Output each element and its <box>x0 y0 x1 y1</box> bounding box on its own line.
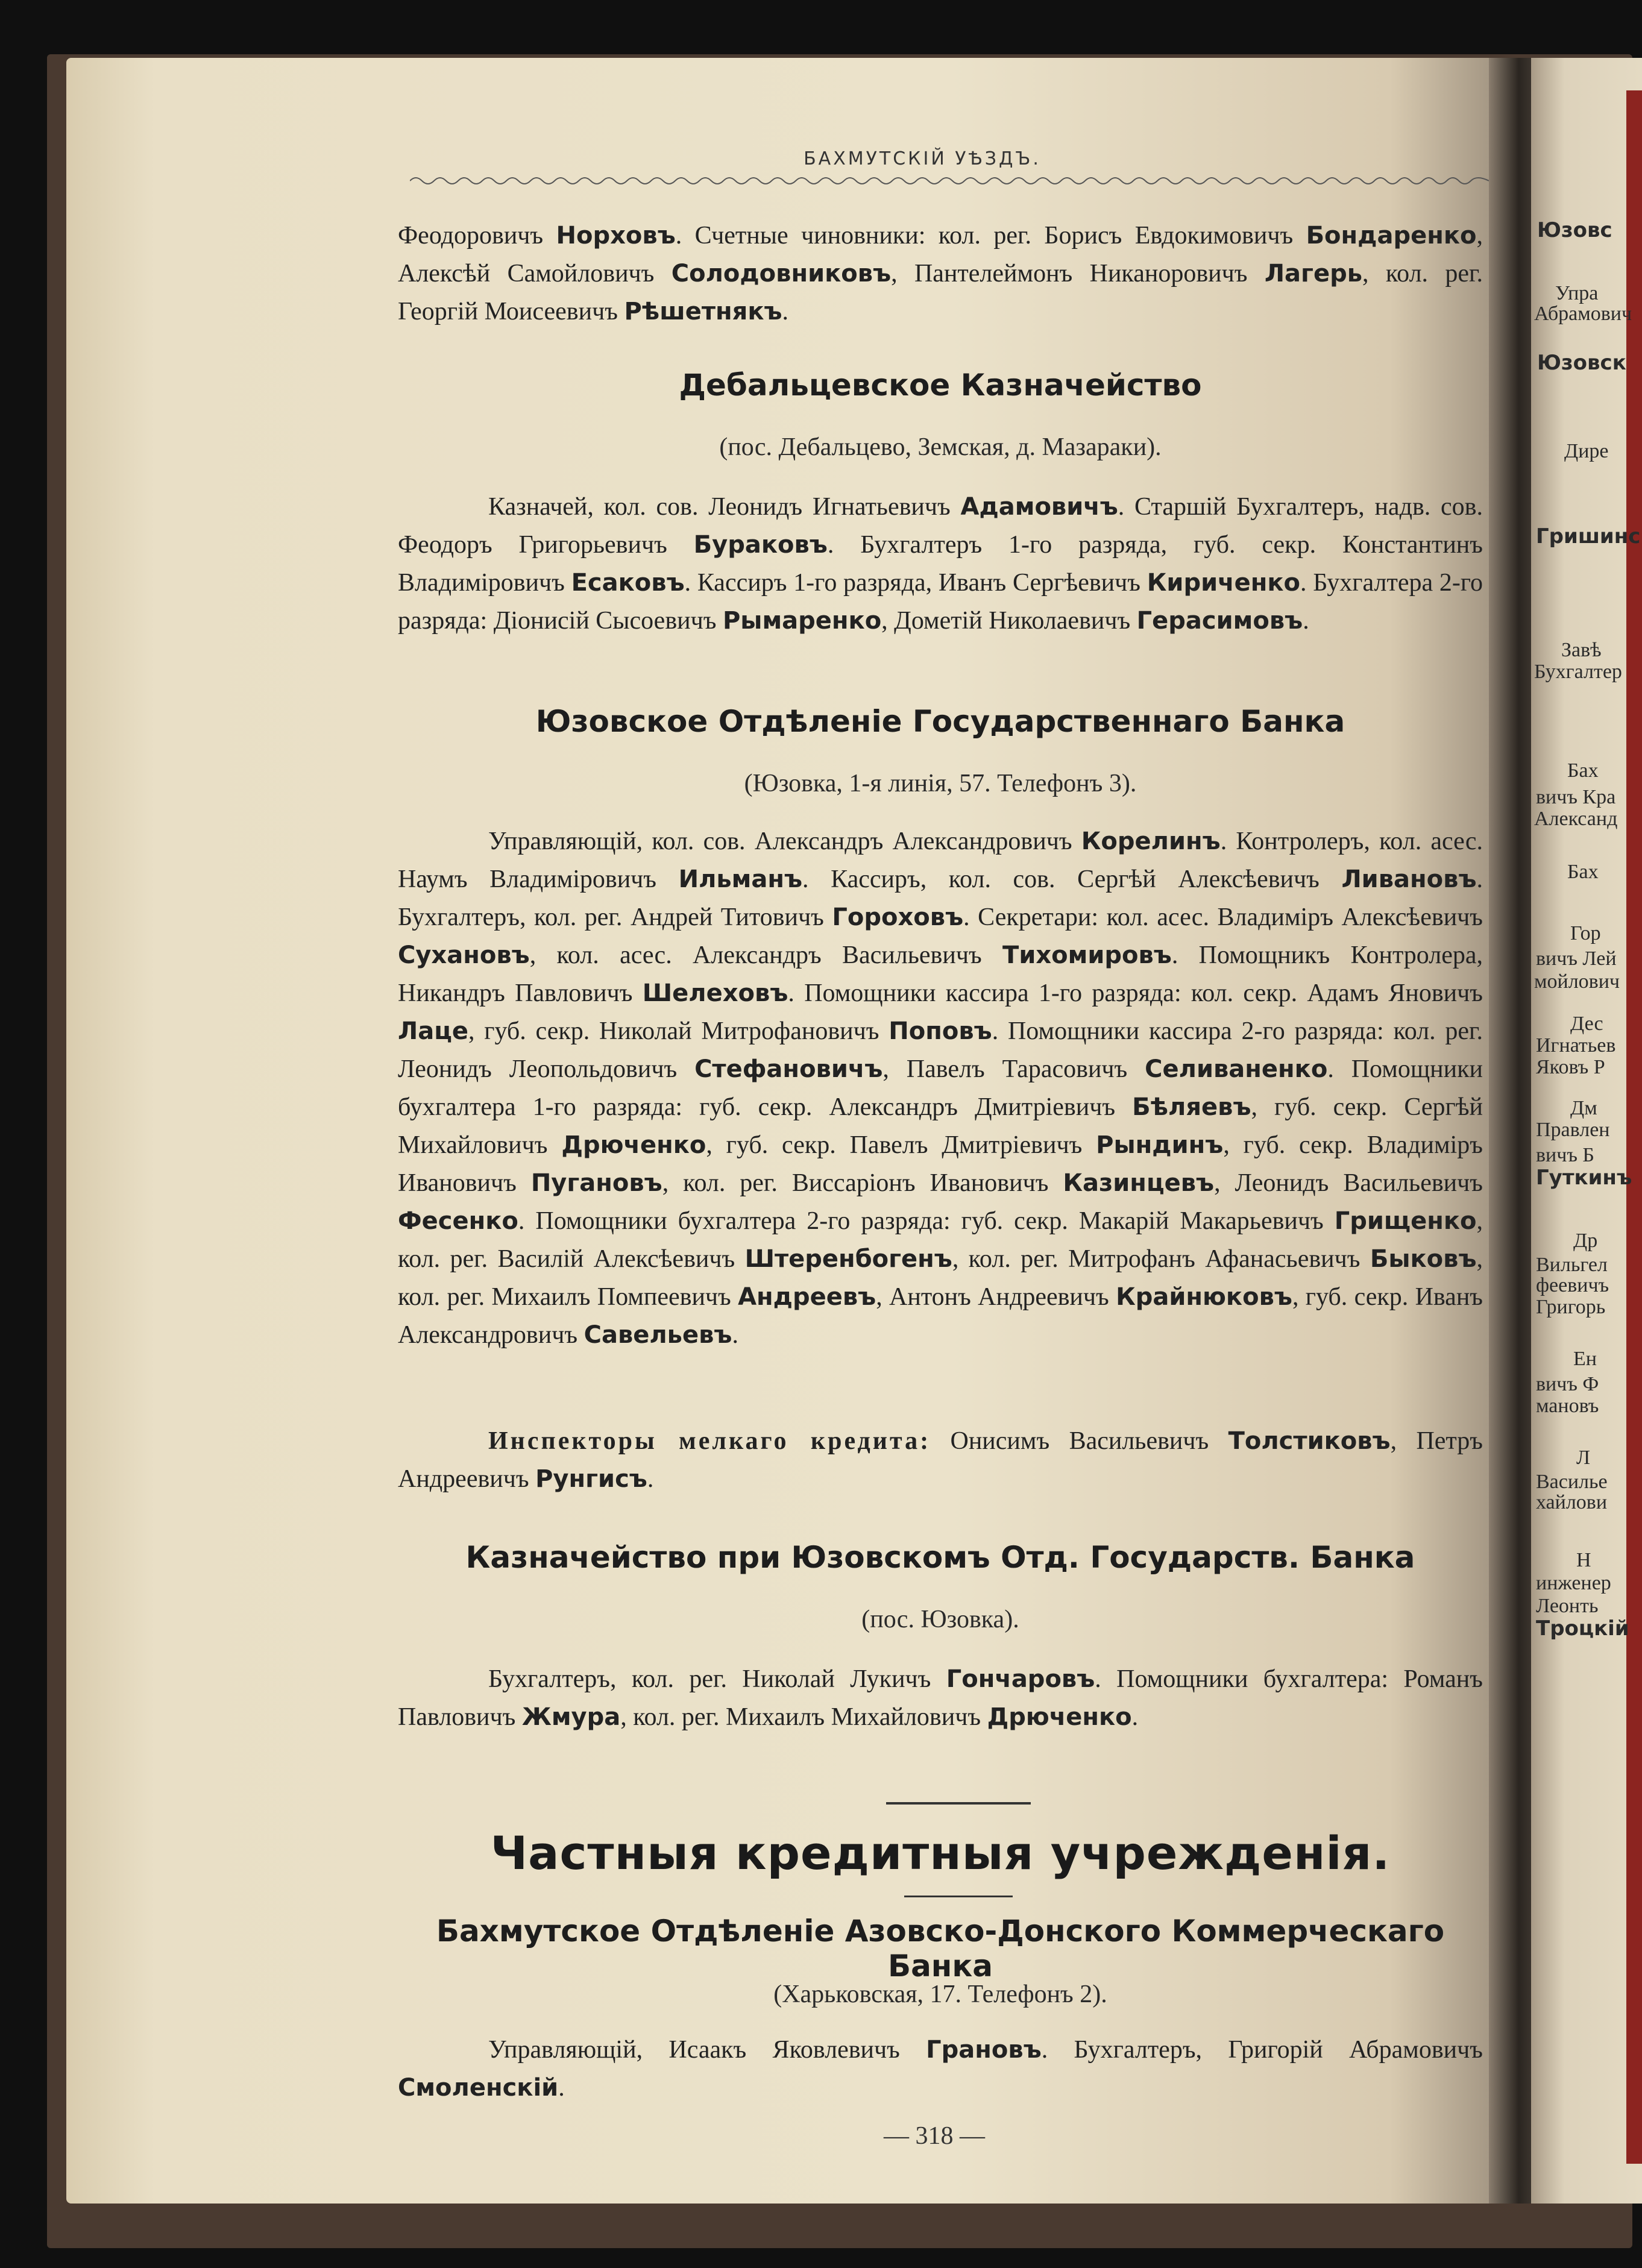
section-title-yuzovka-bank: Юзовское Отдѣленіе Государственнаго Банка <box>535 704 1345 739</box>
text-run: , Антонъ Андреевичъ <box>876 1283 1116 1311</box>
chapter-title: Частныя кредитныя учрежденія. <box>490 1826 1391 1880</box>
surname: Дрюченко <box>561 1131 706 1159</box>
text-run: . Помощники бухгалтера 1-го разряда: губ. секр. Александръ Дмитріевичъ <box>398 1055 1483 1121</box>
text-run: . Бухгалтеръ, Григорій Абрамовичъ <box>1041 2036 1483 2064</box>
surname: Грановъ <box>926 2036 1042 2064</box>
text-run: , кол. рег. Георгій Моисеевичъ <box>398 260 1483 325</box>
right-page-fragment: Юзовс <box>1537 218 1612 242</box>
surname: Рындинъ <box>1096 1131 1224 1159</box>
surname: Стефановичъ <box>694 1055 883 1083</box>
surname: Савельевъ <box>584 1321 732 1349</box>
text-run: , кол. асес. Александръ Васильевичъ <box>529 941 1003 969</box>
text-run: , губ. секр. Иванъ Александровичъ <box>398 1283 1483 1349</box>
section-address-debaltsevo: (пос. Дебальцево, Земская, д. Мазараки). <box>719 433 1162 461</box>
surname: Солодовниковъ <box>671 260 892 287</box>
text-run: . <box>1131 1703 1139 1731</box>
wavy-rule <box>410 174 1489 188</box>
surname: Андреевъ <box>738 1283 876 1311</box>
right-page-fragment: Дес <box>1570 1013 1603 1035</box>
surname: Быковъ <box>1370 1245 1477 1273</box>
surname: Селиваненко <box>1145 1055 1328 1083</box>
paragraph-continued <box>398 217 1483 331</box>
right-page-fragment: Упра <box>1555 282 1599 304</box>
right-page-fragment: Бах <box>1567 861 1599 883</box>
right-page-fragment: Гришинс <box>1536 524 1641 548</box>
text-run: , кол. рег. Михаилъ Михайловичъ <box>620 1703 987 1731</box>
right-page-fragment: Яковъ Р <box>1536 1056 1605 1078</box>
surname: Норховъ <box>556 222 676 250</box>
text-run: , Леонидъ Васильевичъ <box>1214 1169 1483 1197</box>
text-run: , губ. секр. Владиміръ Ивановичъ <box>398 1131 1483 1197</box>
text-run: . <box>647 1465 654 1493</box>
surname: Герасимовъ <box>1136 607 1303 635</box>
text-run: . Помощники кассира 2-го разряда: кол. рег. Леонидъ Леопольдовичъ <box>398 1017 1483 1083</box>
text-run: . Кассиръ 1-го разряда, Иванъ Сергѣевичъ <box>684 569 1147 597</box>
divider <box>904 1896 1013 1897</box>
text-run: , кол. рег. Митрофанъ Афанасьевичъ <box>952 1245 1370 1273</box>
surname: Поповъ <box>889 1017 992 1045</box>
right-page-fragment: Вильгел <box>1536 1254 1608 1276</box>
right-page-fragment: вичъ Ф <box>1536 1373 1599 1395</box>
right-page-fragment: Ен <box>1573 1348 1597 1370</box>
text-run: . Старшій Бухгалтеръ, надв. сов. Феодоръ Григорьевичъ <box>398 493 1483 559</box>
running-head: БАХМУТСКІЙ УѢЗДЪ. <box>804 148 1041 169</box>
right-page-fragment: Юзовск <box>1537 351 1626 375</box>
text-run: , Павелъ Тарасовичъ <box>882 1055 1145 1083</box>
text-run: Феодоровичъ <box>398 222 556 250</box>
text-run: . <box>558 2074 565 2102</box>
text-run: Казначей, кол. сов. Леонидъ Игнатьевичъ <box>488 493 961 521</box>
right-page-fragment: Др <box>1573 1230 1598 1252</box>
surname: Шелеховъ <box>642 979 788 1007</box>
text-run: . Помощникъ Контролера, Никандръ Павловичъ <box>398 941 1483 1007</box>
section-address-yuzovka-treasury: (пос. Юзовка). <box>861 1606 1019 1633</box>
surname: Тихомировъ <box>1002 941 1172 969</box>
right-page-fragment: Бухгалтер <box>1534 661 1622 683</box>
right-page-fragment: Абрамович <box>1534 303 1632 325</box>
text-run: . Секретари: кол. асес. Владиміръ Алексѣевичъ <box>963 903 1483 931</box>
right-page-fragment: Правлен <box>1536 1119 1610 1141</box>
surname: Смоленскій <box>398 2074 559 2102</box>
divider <box>886 1802 1031 1805</box>
section-title-yuzovka-treasury: Казначейство при Юзовскомъ Отд. Государств. Банка <box>465 1540 1415 1575</box>
text-run: , кол. рег. Михаилъ Помпеевичъ <box>398 1245 1483 1311</box>
surname: Ильманъ <box>678 865 803 893</box>
right-page-fragment: мановъ <box>1536 1395 1599 1417</box>
text-run: . <box>732 1321 738 1349</box>
paragraph-azov-don <box>398 2031 1483 2107</box>
text-run: Бухгалтеръ, кол. рег. Николай Лукичъ <box>488 1665 946 1693</box>
surname: Сухановъ <box>398 941 530 969</box>
text-run: . <box>1303 607 1309 635</box>
surname: Гончаровъ <box>946 1665 1095 1693</box>
text-run: . Бухгалтеръ 1-го разряда, губ. секр. Константинъ Владиміровичъ <box>398 531 1483 597</box>
surname: Рымаренко <box>722 607 882 635</box>
surname: Жмура <box>521 1703 621 1731</box>
surname: Бондаренко <box>1306 222 1477 250</box>
right-page-fragment: мойлович <box>1534 970 1620 993</box>
surname: Штеренбогенъ <box>744 1245 952 1273</box>
text-run: . Кассиръ, кол. сов. Сергѣй Алексѣевичъ <box>802 865 1342 893</box>
page-number: — 318 — <box>884 2122 985 2150</box>
right-page-fragment: Гор <box>1570 922 1601 944</box>
right-page-fragment: Григорь <box>1536 1296 1606 1318</box>
text-run: , губ. секр. Павелъ Дмитріевичъ <box>706 1131 1096 1159</box>
text-run: , губ. секр. Сергѣй Михайловичъ <box>398 1093 1483 1159</box>
right-page-fragment: Троцкій <box>1536 1616 1629 1641</box>
text-run: . Счетные чиновники: кол. рег. Борисъ Евдокимовичъ <box>675 222 1306 250</box>
text-run: , Петръ Андреевичъ <box>398 1427 1483 1493</box>
text-run: . <box>782 298 789 325</box>
surname: Адамовичъ <box>960 493 1118 521</box>
text-run: Инспекторы мелкаго кредита: <box>488 1427 931 1455</box>
text-run: Онисимъ Васильевичъ <box>931 1427 1228 1455</box>
right-page-fragment: вичъ Б <box>1536 1144 1594 1166</box>
surname: Ливановъ <box>1341 865 1477 893</box>
surname: Грищенко <box>1334 1207 1477 1235</box>
surname: Фесенко <box>398 1207 518 1235</box>
text-run: . Бухгалтеръ, кол. рег. Андрей Титовичъ <box>398 865 1483 931</box>
right-page-fragment: Н <box>1576 1549 1591 1571</box>
right-page-fragment: вичъ Кра <box>1536 786 1616 808</box>
text-run: . Контролеръ, кол. асес. Наумъ Владиміровичъ <box>398 828 1483 893</box>
paragraph-inspectors <box>398 1422 1483 1498</box>
right-page-fragment: Бах <box>1567 759 1599 782</box>
paragraph-yuzovka-bank <box>398 823 1483 1354</box>
right-page-fragment: Дм <box>1570 1097 1597 1119</box>
surname: Дрюченко <box>987 1703 1132 1731</box>
text-run: . Бухгалтера 2-го разряда: Діонисій Сысоевичъ <box>398 569 1483 635</box>
text-run: . Помощники бухгалтера: Романъ Павловичъ <box>398 1665 1483 1731</box>
text-run: , кол. рег. Василій Алексѣевичъ <box>398 1207 1483 1273</box>
section-address-azov-don: (Харьковская, 17. Телефонъ 2). <box>773 1981 1107 2008</box>
text-run: , Алексѣй Самойловичъ <box>398 222 1483 287</box>
right-page-fragment: Завѣ <box>1561 639 1602 661</box>
text-run: , Пантелеймонъ Никаноровичъ <box>891 260 1265 287</box>
section-title-azov-don: Бахмутское Отдѣленіе Азовско-Донского Коммерческаго Банка <box>436 1914 1445 1984</box>
right-page-fragment: Александ <box>1534 808 1618 830</box>
text-run: , кол. рег. Виссаріонъ Ивановичъ <box>662 1169 1063 1197</box>
text-run: . Помощники бухгалтера 2-го разряда: губ. секр. Макарій Макарьевичъ <box>518 1207 1335 1235</box>
text-run: , Дометій Николаевичъ <box>881 607 1137 635</box>
section-address-yuzovka-bank: (Юзовка, 1-я линія, 57. Телефонъ 3). <box>744 770 1137 797</box>
surname: Лагерь <box>1264 260 1362 287</box>
right-page-fragment: хайлови <box>1536 1491 1608 1513</box>
surname: Есаковъ <box>571 569 685 597</box>
surname: Бѣляевъ <box>1132 1093 1251 1121</box>
surname: Корелинъ <box>1081 828 1221 855</box>
surname: Гороховъ <box>832 903 964 931</box>
right-page-fragment: инженер <box>1536 1572 1611 1594</box>
surname: Рунгисъ <box>535 1465 647 1493</box>
right-page-fragment: Л <box>1576 1447 1591 1469</box>
text-run: Управляющій, кол. сов. Александръ Александровичъ <box>488 828 1081 855</box>
surname: Казинцевъ <box>1063 1169 1215 1197</box>
surname: Бураковъ <box>693 531 828 559</box>
right-page-fragment: вичъ Лей <box>1536 947 1617 970</box>
right-page-fragment: Дире <box>1564 440 1609 462</box>
right-page-fragment: Игнатьев <box>1536 1034 1616 1057</box>
right-page-fragment: Гуткинъ <box>1536 1166 1632 1190</box>
right-page-fragment: феевичъ <box>1536 1274 1609 1296</box>
surname: Пугановъ <box>530 1169 662 1197</box>
text-run: . Помощники кассира 1-го разряда: кол. секр. Адамъ Яновичъ <box>788 979 1483 1007</box>
paragraph-yuzovka-treasury <box>398 1660 1483 1736</box>
section-title-debaltsevo: Дебальцевское Казначейство <box>679 368 1202 403</box>
surname: Кириченко <box>1147 569 1300 597</box>
surname: Толстиковъ <box>1228 1427 1391 1455</box>
right-page-fragment: Леонть <box>1536 1595 1599 1617</box>
right-page-fragment: Василье <box>1536 1471 1608 1493</box>
text-run: Управляющій, Исаакъ Яковлевичъ <box>488 2036 926 2064</box>
text-run: , губ. секр. Николай Митрофановичъ <box>468 1017 889 1045</box>
surname: Рѣшетнякъ <box>624 298 782 325</box>
surname: Лаце <box>398 1017 468 1045</box>
paragraph-debaltsevo <box>398 488 1483 640</box>
surname: Крайнюковъ <box>1116 1283 1292 1311</box>
